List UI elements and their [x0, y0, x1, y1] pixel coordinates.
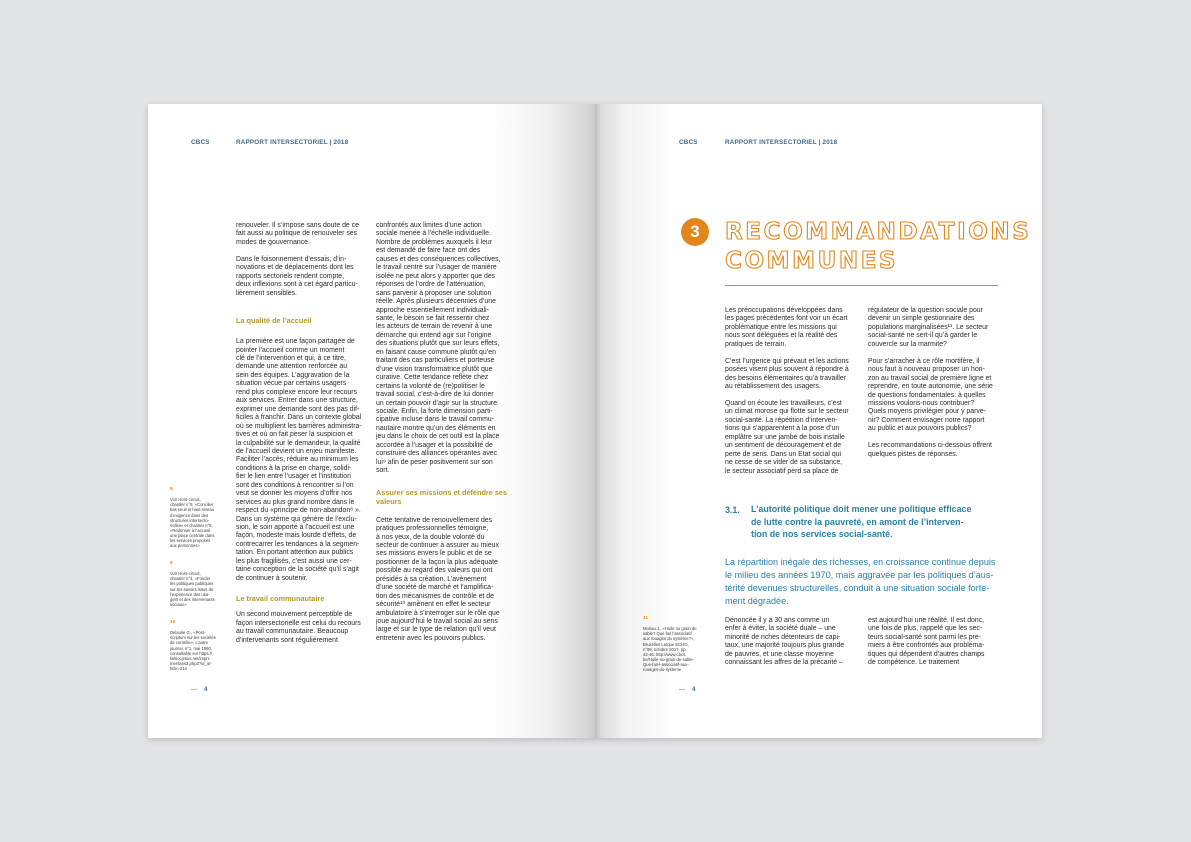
footnote-text: Voir Hors-circuit, chantier n°6, «Concilier bas seuil et haut niveau d’exigence dans des structures intersecto- rielles» et chantier n°8, «Redonner à l’accueil une place centrale dans les services proposés aux personnes» — [170, 497, 215, 549]
right-page — [595, 104, 1042, 738]
page-number: 4 — [204, 687, 208, 693]
paragraph: La première est une façon partagée de pointer l’accueil comme un moment clé de l’intervention et qui, à ce titre, demande une attention renforcée au sein des équipes. L’aggravation de la situation vécue par certains usagers rend plus complexe encore leur recours aux services. Entrer dans une structure, exprimer une demande sont des pas dif- ficiles à franchir. Dans un contexte global où se multiplient les barrières administra- tives et où on fait peser la suspicion et la culpabilité sur le demandeur, la qualité de l’accueil devient un enjeu manifeste. Faciliter l’accès, réduire au minimum les conditions à la prise en charge, solidi- fier le lien entre l’usager et l’institution sont des conditions à rencontrer si l’on veut se donner les moyens d’offrir nos services au plus grand nombre dans le respect du «principe de non-abandon⁸ ». Dans un système qui génère de l’exclu- sion, le soin apporté à l’accueil est une façon, modeste mais lourde d’effets, de contrecarrer les tendances à la segmen- tation. En portant attention aux publics les plus fragilisés, c’est aussi une cer- taine conception de la société qu’il s’agit de continuer à soutenir. — [236, 338, 362, 582]
body-column-2-lower — [868, 617, 1008, 676]
header-year: 2018 — [333, 139, 349, 146]
paragraph: régulateur de la question sociale pour devenir un simple gestionnaire des populations marginalisées¹¹. Le secteur social-santé ne sert-il qu’à garder le couvercle sur la marmite? — [868, 307, 989, 348]
header-report-title: RAPPORT INTERSECTORIEL — [725, 139, 817, 146]
footnote-text: Moriau J., «Huile ou grain de sable? Que fait l’associatif aux rouages du système?», Bruxelles Laïque ECHO, n°98, octobre 2017, pp. 42-46. http://www.cbcs. be/Huile-ou-grain-de-sable- Que-fait-l-associatif-aux- rouages-du-systeme — [643, 626, 697, 673]
body-column-2 — [868, 307, 1008, 468]
chapter-number-badge: 3 — [681, 218, 709, 246]
section-lead: La répartition inégale des richesses, en croissance continue depuis le milieu des années 1970, mais aggravée par les politiques d’aus- térité devenues structurelles, conduit à une situation sociale forte- ment dégradée. — [725, 557, 996, 607]
page-folio — [679, 687, 695, 693]
book-spread — [148, 104, 1042, 738]
footnote-text: Voir Hors-circuit, chantier n°4, «Fonder les politiques publiques sur les savoirs issus de l’expérience des usa- gers et des intervenants sociaux» — [170, 571, 215, 607]
left-page — [148, 104, 595, 738]
paragraph: Quand on écoute les travailleurs, c’est un climat morose qui flotte sur le secteur social-santé. La répétition d’interven- tions qui s’apparentent à la pose d’un emplâtre sur une jambe de bois installe un sentiment de découragement et de perte de sens. Dans un Etat social qui ne cesse de se vider de sa substance, le secteur associatif perd sa place de — [725, 399, 849, 475]
footnote-number: 9 — [170, 561, 173, 567]
footnote-10 — [170, 615, 232, 671]
header-year: 2018 — [822, 139, 838, 146]
body-column-2 — [376, 222, 516, 652]
footnote-9 — [170, 556, 232, 607]
body-column-1-lower — [725, 617, 865, 676]
paragraph: Pour s’arracher à ce rôle mortifère, il nous faut à nouveau proposer un hori- zon au travail social de première ligne et reprendre, en toute autonomie, une série de questions fondamentales: à quelles missions voulons-nous contribuer? Quels moyens privilégier pour y parve- nir? Comment envisager notre rapport au public et aux pouvoirs publics? — [868, 357, 993, 433]
paragraph: Un second mouvement perceptible de façon intersectorielle est celui du recours au travail communautaire. Beaucoup d’intervenants sont régulièrement — [236, 611, 361, 644]
body-column-1 — [725, 307, 865, 484]
page-folio — [191, 687, 207, 693]
title-rule — [725, 285, 998, 286]
paragraph: Cette tentative de renouvellement des pratiques professionnelles témoigne, à nos yeux, de la double volonté du secteur de continuer à assurer au mieux ses missions envers le public et de se positionner de la façon la plus adéquate possible au regard des valeurs qui ont présidés à sa création. L’avènement d’une société de marché et l’amplifica- tion des mécanismes de contrôle et de sécurité¹⁰ amènent en effet le secteur ambulatoire à s’interroger sur le rôle que joue aujourd’hui le travail social au sens large et sur le type de relation qu’il veut entretenir avec les pouvoirs publics. — [376, 516, 500, 642]
subheading-missions: Assurer ses missions et défendre ses valeurs — [376, 487, 508, 506]
paragraph: Dénoncée il y a 30 ans comme un enfer à éviter, la société duale – une minorité de riches détenteurs de capi- taux, une majorité toujours plus grande de pauvres, et une classe moyenne connaissant les affres de la précarité – — [725, 617, 845, 667]
header-separator: | — [818, 139, 821, 146]
page-number: 4 — [692, 687, 696, 693]
footnote-text: Delause G., «Post- scriptum sur les sociétés de contrôle», L’autre journal, n°1, mai 1990, consultable sur https:// linkiocjesus.net/impri- mersans3.php3?id_ar- ticle=214 — [170, 630, 216, 671]
footnote-8 — [170, 482, 232, 548]
paragraph: confrontés aux limites d’une action sociale menée à l’échelle individuelle. Nombre de problèmes auxquels il leur est demandé de faire face ont des causes et des conséquences collectives, le travail centré sur l’usager de manière isolée ne peut alors y apporter que des réponses de l’ordre de l’atténuation, sans parvenir à proposer une solution réelle. Après plusieurs décennies d’une approche essentiellement individuali- sante, le besoin se fait ressentir chez les acteurs de terrain de revenir à une démarche qui entend agir sur l’origine des situations plutôt que sur leurs effets, en faisant cause commune plutôt qu’en traitant des cas particuliers et porteuse d’une vision transformatrice plutôt que curative. Cette tendance reflète chez certains la volonté de (re)politiser le travail social, c’est-à-dire de lui donner un certain pouvoir d’agir sur la structure sociale. Enfin, la forte dimension parti- cipative incluse dans le travail commu- nautaire montre qu’un des éléments en jeu dans le choix de cet outil est la place accordée à l’usager et la possibilité de construire des alliances opérantes avec lui⁹ afin de peser positivement sur son sort. — [376, 222, 501, 475]
paragraph: Les préoccupations développées dans les pages précédentes font voir un écart problématique entre les missions qui nous sont déléguées et la réalité des pratiques de terrain. — [725, 307, 848, 348]
header-separator: | — [329, 139, 332, 146]
section-title: L’autorité politique doit mener une politique efficace de lutte contre la pauvreté, en amont de l’interven- tion de nos services social-santé. — [751, 504, 972, 539]
subheading-accueil: La qualité de l’accueil — [236, 316, 312, 326]
folio-dash: — — [679, 687, 685, 693]
header-report — [725, 139, 837, 146]
paragraph: Les recommandations ci-dessous offrent quelques pistes de réponses. — [868, 442, 992, 458]
section-number: 3.1. — [725, 505, 740, 515]
folio-dash: — — [191, 687, 197, 693]
header-brand: CBCS — [679, 139, 698, 146]
body-column-1 — [236, 222, 376, 653]
paragraph: C’est l’urgence qui prévaut et les actions posées visent plus souvent à répondre à des besoins élémentaires qu’à travailler au rétablissement des usagers. — [725, 357, 849, 391]
paragraph: renouveler. Il s’impose sans doute de ce fait aussi au politique de renouveler ses modes de gouvernance. — [236, 222, 359, 246]
subheading-communautaire: Le travail communautaire — [236, 594, 325, 604]
paragraph: est aujourd’hui une réalité. Il est donc, une fois de plus, rappelé que les sec- teurs social-santé sont parmi les pre- miers à être confrontés aux probléma- tiques qui dépendent d’autres champs de compétence. Le traitement — [868, 617, 985, 667]
footnote-11 — [643, 611, 717, 672]
footnote-number: 8 — [170, 487, 173, 493]
footnote-number: 10 — [170, 620, 176, 626]
chapter-title: RECOMMANDATIONS COMMUNES — [725, 219, 1032, 274]
header-report-title: RAPPORT INTERSECTORIEL — [236, 139, 328, 146]
footnote-number: 11 — [643, 616, 649, 622]
header-brand: CBCS — [191, 139, 210, 146]
paragraph: Dans le foisonnement d’essais, d’in- novations et de déplacements dont les rapports sectoriels rendent compte, deux inflexions sont à cet égard particu- lièrement sensibles. — [236, 255, 358, 297]
header-report — [236, 139, 348, 146]
